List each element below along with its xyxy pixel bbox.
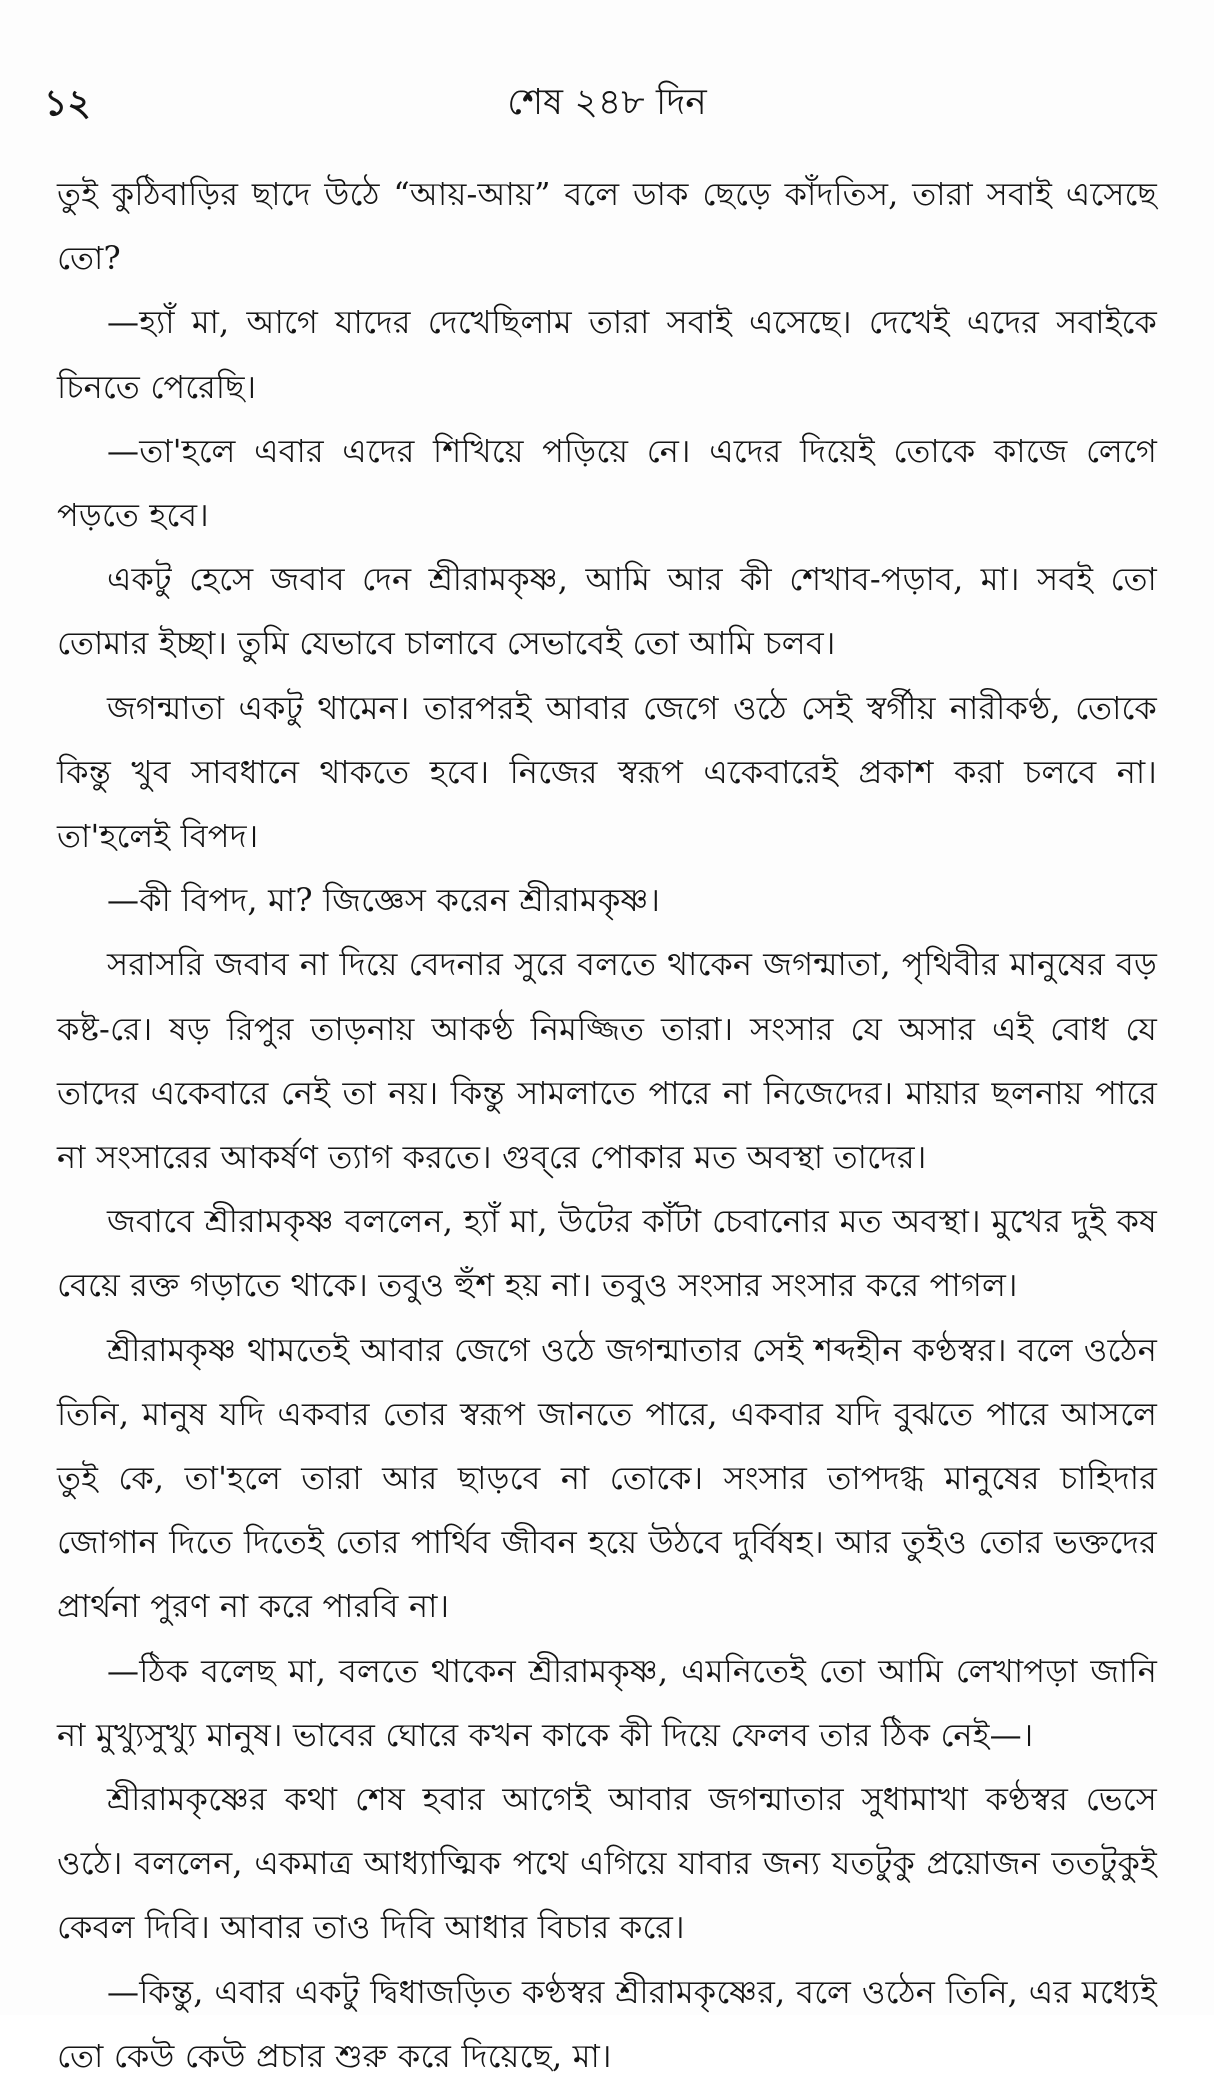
paragraph: —হ্যাঁ মা, আগে যাদের দেখেছিলাম তারা সবাই এসেছে। দেখেই এদের সবাইকে চিনতে পেরেছি। bbox=[57, 303, 1157, 406]
paragraph: জগন্মাতা একটু থামেন। তারপরই আবার জেগে ওঠে সেই স্বর্গীয় নারীকণ্ঠ, তোকে কিন্তু খুব সাবধানে থাকতে হবে। নিজের স্বরূপ একেবারেই প্রকাশ করা চলবে না। তা'হলেই বিপদ। bbox=[57, 688, 1157, 856]
paragraph: সরাসরি জবাব না দিয়ে বেদনার সুরে বলতে থাকেন জগন্মাতা, পৃথিবীর মানুষের বড় কষ্ট-রে। ষড় রিপুর তাড়নায় আকণ্ঠ নিমজ্জিত তারা। সংসার যে অসার এই বোধ যে তাদের একেবারে নেই তা নয়। কিন্তু সামলাতে পারে না নিজেদের। মায়ার ছলনায় পারে না সংসারের আকর্ষণ ত্যাগ করতে। গুব্‌রে পোকার মত অবস্থা তাদের। bbox=[57, 945, 1157, 1177]
running-title: শেষ ২৪৮ দিন bbox=[507, 82, 707, 123]
paragraph: তুই কুঠিবাড়ির ছাদে উঠে “আয়-আয়” বলে ডাক ছেড়ে কাঁদতিস, তারা সবাই এসেছে তো? bbox=[57, 175, 1157, 278]
paragraph: —কিন্তু, এবার একটু দ্বিধাজড়িত কণ্ঠস্বর শ্রীরামকৃষ্ণের, বলে ওঠেন তিনি, এর মধ্যেই তো কেউ কেউ প্রচার শুরু করে দিয়েছে, মা। bbox=[57, 1972, 1157, 2075]
paragraph: শ্রীরামকৃষ্ণের কথা শেষ হবার আগেই আবার জগন্মাতার সুধামাখা কণ্ঠস্বর ভেসে ওঠে। বললেন, একমাত্র আধ্যাত্মিক পথে এগিয়ে যাবার জন্য যতটুকু প্রয়োজন ততটুকুই কেবল দিবি। আবার তাও দিবি আধার বিচার করে। bbox=[57, 1780, 1157, 1947]
paragraph: একটু হেসে জবাব দেন শ্রীরামকৃষ্ণ, আমি আর কী শেখাব-পড়াব, মা। সবই তো তোমার ইচ্ছা। তুমি যেভাবে চালাবে সেভাবেই তো আমি চলব। bbox=[57, 560, 1157, 663]
paragraph: জবাবে শ্রীরামকৃষ্ণ বললেন, হ্যাঁ মা, উটের কাঁটা চেবানোর মত অবস্থা। মুখের দুই কষ বেয়ে রক্ত গড়াতে থাকে। তবুও হুঁশ হয় না। তবুও সংসার সংসার করে পাগল। bbox=[57, 1202, 1157, 1305]
paragraph: —তা'হলে এবার এদের শিখিয়ে পড়িয়ে নে। এদের দিয়েই তোকে কাজে লেগে পড়তে হবে। bbox=[57, 431, 1157, 535]
paragraph: শ্রীরামকৃষ্ণ থামতেই আবার জেগে ওঠে জগন্মাতার সেই শব্দহীন কণ্ঠস্বর। বলে ওঠেন তিনি, মানুষ যদি একবার তোর স্বরূপ জানতে পারে, একবার যদি বুঝতে পারে আসলে তুই কে, তা'হলে তারা আর ছাড়বে না তোকে। সংসার তাপদগ্ধ মানুষের চাহিদার জোগান দিতে দিতেই তোর পার্থিব জীবন হয়ে উঠবে দুর্বিষহ। আর তুইও তোর ভক্তদের প্রার্থনা পুরণ না করে পারবি না। bbox=[57, 1330, 1157, 1626]
body-text bbox=[57, 162, 1157, 2088]
paragraph: —ঠিক বলেছ মা, বলতে থাকেন শ্রীরামকৃষ্ণ, এমনিতেই তো আমি লেখাপড়া জানি না মুখ্যুসুখ্যু মানুষ। ভাবের ঘোরে কখন কাকে কী দিয়ে ফেলব তার ঠিক নেই—। bbox=[57, 1651, 1157, 1754]
paragraph: —কী বিপদ, মা? জিজ্ঞেস করেন শ্রীরামকৃষ্ণ। bbox=[107, 881, 661, 920]
page-number: ১২ bbox=[44, 82, 91, 124]
page-header bbox=[44, 78, 1170, 128]
